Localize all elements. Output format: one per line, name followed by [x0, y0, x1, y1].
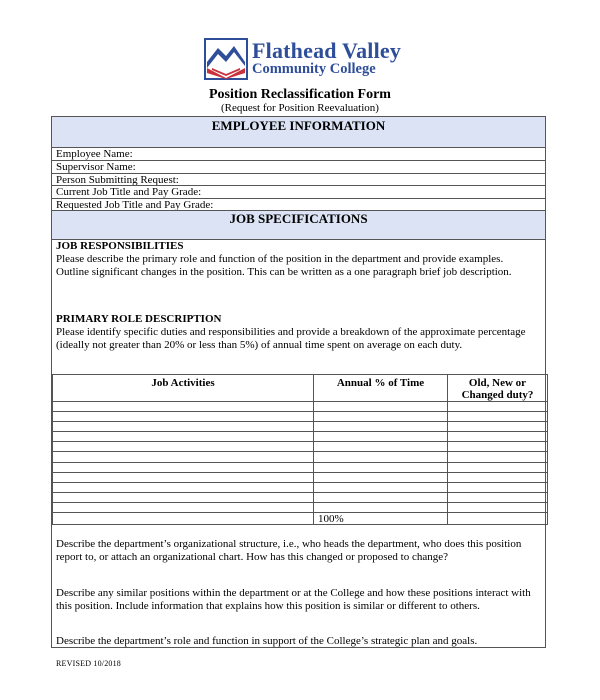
job-responsibilities-text: Please describe the primary role and function of the position in the department and provide examples. Outline significant changes in the position. This can be written as a one paragraph brief job description.: [56, 253, 512, 278]
table-row: [53, 412, 548, 422]
percent-cell[interactable]: [314, 432, 448, 442]
table-row: [53, 402, 548, 412]
job-responsibilities-section[interactable]: [56, 240, 536, 279]
status-cell[interactable]: [448, 402, 548, 412]
job-specifications-heading: JOB SPECIFICATIONS: [52, 211, 545, 239]
org-structure-question[interactable]: Describe the department’s organizational structure, i.e., who heads the department, who does this position report to, or attach an organizational chart. How has this changed or proposed to change?: [56, 538, 522, 563]
activity-cell[interactable]: [53, 432, 314, 442]
percent-cell[interactable]: [314, 492, 448, 502]
table-row: [53, 422, 548, 432]
percent-cell[interactable]: [314, 412, 448, 422]
table-row: [53, 492, 548, 502]
table-row: [53, 502, 548, 512]
activity-cell[interactable]: [53, 402, 314, 412]
table-row: [53, 472, 548, 482]
activity-cell[interactable]: [53, 452, 314, 462]
supervisor-name-field[interactable]: Supervisor Name:: [56, 161, 136, 173]
job-responsibilities-title: JOB RESPONSIBILITIES: [56, 240, 184, 252]
job-activities-table: [52, 374, 545, 525]
current-job-title-field[interactable]: Current Job Title and Pay Grade:: [56, 186, 202, 198]
status-cell[interactable]: [448, 502, 548, 512]
activity-cell[interactable]: [53, 422, 314, 432]
table-row: [53, 442, 548, 452]
percent-cell[interactable]: [314, 472, 448, 482]
table-row: [53, 432, 548, 442]
status-cell[interactable]: [448, 472, 548, 482]
percent-cell[interactable]: [314, 502, 448, 512]
activity-cell[interactable]: [53, 492, 314, 502]
percent-cell[interactable]: [314, 482, 448, 492]
activity-cell[interactable]: [53, 513, 314, 525]
similar-positions-question[interactable]: Describe any similar positions within the department or at the College and how these positions interact with this position. Include information that explains how this position is similar or different to others.: [56, 587, 531, 612]
percent-cell[interactable]: [314, 422, 448, 432]
status-cell[interactable]: [448, 462, 548, 472]
primary-role-title: PRIMARY ROLE DESCRIPTION: [56, 313, 222, 325]
status-cell[interactable]: [448, 513, 548, 525]
status-cell[interactable]: [448, 492, 548, 502]
form-subtitle: (Request for Position Reevaluation): [221, 102, 379, 114]
status-cell[interactable]: [448, 422, 548, 432]
status-cell[interactable]: [448, 482, 548, 492]
status-cell[interactable]: [448, 412, 548, 422]
status-cell[interactable]: [448, 452, 548, 462]
status-cell[interactable]: [448, 442, 548, 452]
mountain-chevron-logo-icon: [204, 38, 248, 80]
total-row: [53, 513, 548, 525]
college-logo: [204, 38, 414, 82]
annual-percent-header: Annual % of Time: [314, 375, 448, 402]
total-percent: 100%: [314, 513, 448, 525]
form-title: Position Reclassification Form: [209, 87, 391, 102]
activity-cell[interactable]: [53, 472, 314, 482]
employee-info-heading: EMPLOYEE INFORMATION: [52, 117, 545, 147]
requested-job-title-field[interactable]: Requested Job Title and Pay Grade:: [56, 199, 214, 211]
table-row: [53, 452, 548, 462]
activity-cell[interactable]: [53, 462, 314, 472]
percent-cell[interactable]: [314, 452, 448, 462]
table-row: [53, 462, 548, 472]
percent-cell[interactable]: [314, 462, 448, 472]
job-activities-header: Job Activities: [53, 375, 314, 402]
strategic-plan-question[interactable]: Describe the department’s role and function in support of the College’s strategic plan and goals.: [56, 635, 478, 647]
primary-role-section[interactable]: [56, 313, 536, 352]
activity-cell[interactable]: [53, 412, 314, 422]
percent-cell[interactable]: [314, 442, 448, 452]
revision-date: REVISED 10/2018: [56, 659, 121, 668]
college-name-line1: Flathead Valley: [252, 38, 402, 63]
activity-cell[interactable]: [53, 442, 314, 452]
table-row: [53, 482, 548, 492]
person-submitting-field[interactable]: Person Submitting Request:: [56, 174, 179, 186]
status-cell[interactable]: [448, 432, 548, 442]
form-frame: [51, 116, 546, 648]
activity-cell[interactable]: [53, 482, 314, 492]
percent-cell[interactable]: [314, 402, 448, 412]
employee-name-field[interactable]: Employee Name:: [56, 148, 133, 160]
activity-cell[interactable]: [53, 502, 314, 512]
duty-status-header: Old, New or Changed duty?: [448, 375, 548, 402]
college-name-line2: Community College: [252, 61, 376, 77]
primary-role-text: Please identify specific duties and responsibilities and provide a breakdown of the approximate percentage (ideally not greater than 20% or less than 5%) of annual time spent on average on each duty.: [56, 326, 526, 351]
